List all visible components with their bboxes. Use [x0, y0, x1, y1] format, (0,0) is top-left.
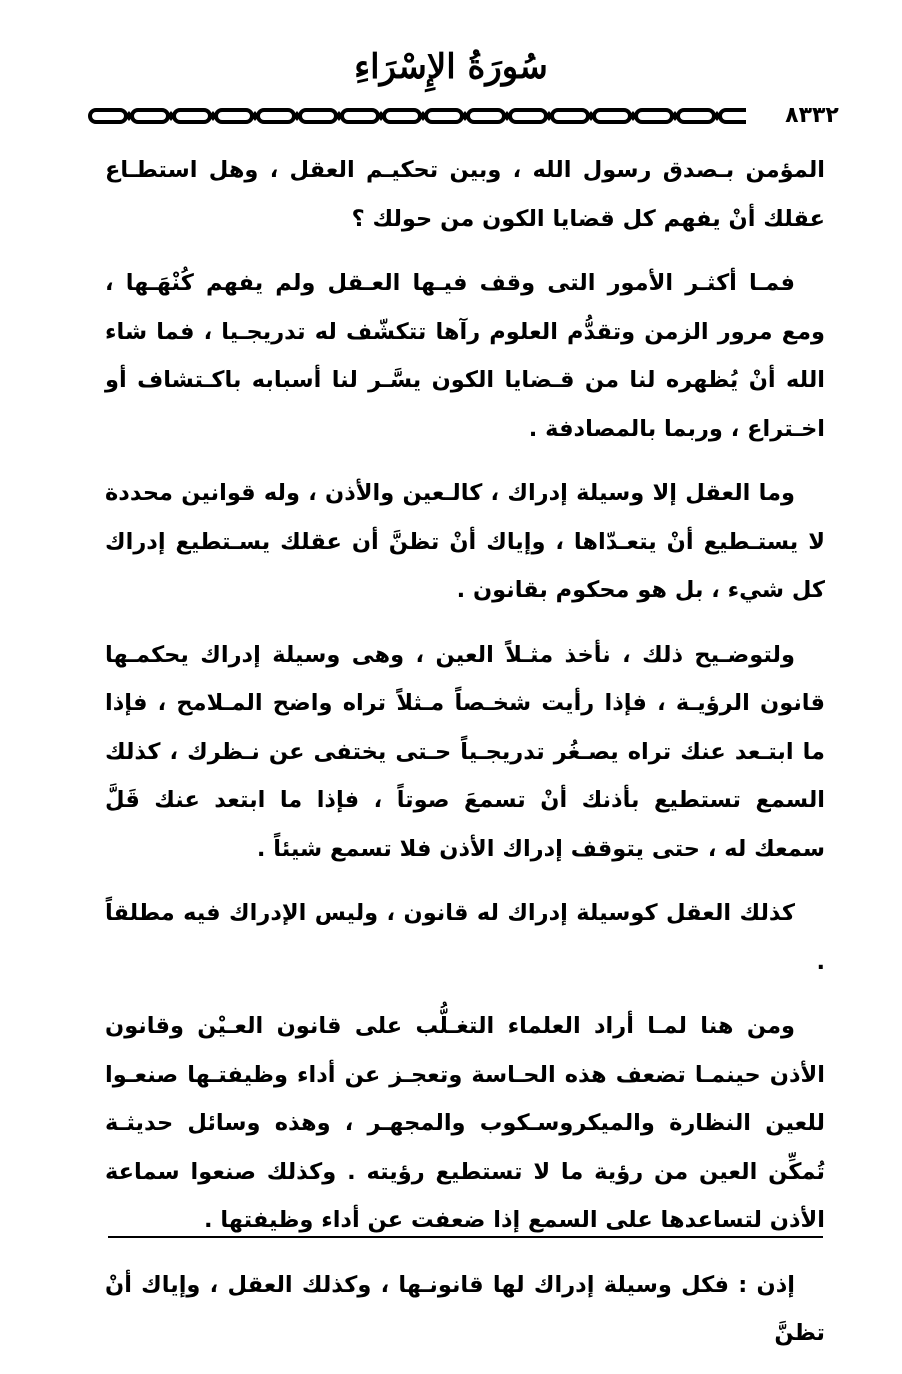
chain-link [678, 110, 714, 122]
chain-link [636, 110, 672, 122]
chain-link [132, 110, 168, 122]
chain-link [258, 110, 294, 122]
chain-link [342, 110, 378, 122]
chain-link [216, 110, 252, 122]
paragraph-2: فمـا أكثـر الأمور التى وقف فيـها العـقل ولم يفهم كُنْهَـها ، ومع مرور الزمن وتقدُّم العلوم رآها تتكشّف له تدريجـيا ، فما شاء الله أنْ يُظهره لنا من قـضايا الكون يسَّـر لنا أسبابه باكـتشاف أو اخـتراع ، وربما بالمصادفة . [105, 270, 825, 442]
chain-link [90, 110, 126, 122]
chain-ornament [88, 103, 848, 129]
header-ornament-band [88, 103, 848, 129]
chain-link [594, 110, 630, 122]
paragraph-7: إذن : فكل وسيلة إدراك لها قانونـها ، وكذلك العقل ، وإياك أنْ تظنَّ [105, 1271, 825, 1346]
paragraph-5: كذلك العقل كوسيلة إدراك له قانون ، وليس الإدراك فيه مطلقاً . [105, 900, 825, 975]
page-number: ٨٣٣٢ [746, 103, 878, 129]
page-body [105, 146, 825, 1374]
chain-link [174, 110, 210, 122]
chain-link [468, 110, 504, 122]
paragraph-3: وما العقل إلا وسيلة إدراك ، كالـعين والأذن ، وله قوانين محددة لا يستـطيع أنْ يتعـدّاها ، وإياك أنْ تظنَّ أن عقلك يسـتطيع إدراك كل شيء ، بل هو محكوم بقانون . [105, 480, 825, 603]
chain-link [510, 110, 546, 122]
paragraph-6: ومن هنا لمـا أراد العلماء التغـلُّب على قانون العـيْن وقانون الأذن حينمـا تضعف هذه الحـاسة وتعجـز عن أداء وظيفتـها صنعـوا للعين النظارة والميكروسـكوب والمجهـر ، وهذه وسائل حديثـة تُمكِّن العين من رؤية ما لا تستطيع رؤيته . وكذلك صنعوا سماعة الأذن لتساعدها على السمع إذا ضعفت عن أداء وظيفتها . [105, 1013, 825, 1233]
surah-title: سُورَةُ الإِسْرَاءِ [354, 47, 548, 87]
chain-link [300, 110, 336, 122]
paragraph-1: المؤمن بـصدق رسول الله ، وبين تحكيـم العقل ، وهل استطـاع عقلك أنْ يفهم كل قضايا الكون من حولك ؟ [105, 157, 825, 232]
chain-link [426, 110, 462, 122]
footer-rule [108, 1236, 823, 1238]
chain-link [552, 110, 588, 122]
paragraph-4: ولتوضـيح ذلك ، نأخذ مثـلاً العين ، وهى وسيلة إدراك يحكمـها قانون الرؤيـة ، فإذا رأيت شخـصاً مـثلاً تراه واضح المـلامح ، فإذا ما ابتـعد عنك تراه يصـغُر تدريجـياً حـتى يختفى عن نـظرك ، كذلك السمع تستطيع بأذنك أنْ تسمعَ صوتاً ، فإذا ما ابتعد عنك قَلَّ سمعك له ، حتى يتوقف إدراك الأذن فلا تسمع شيئاً . [105, 641, 825, 862]
chain-link [384, 110, 420, 122]
